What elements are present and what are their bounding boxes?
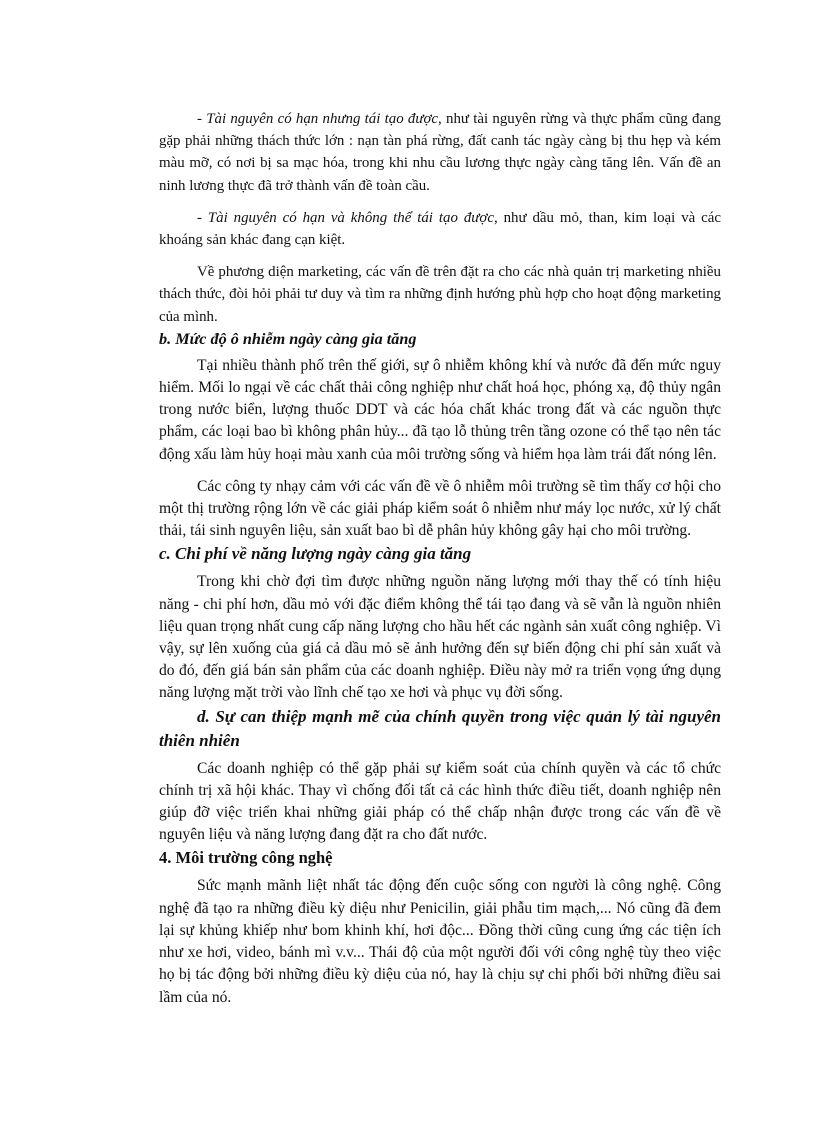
paragraph-text: , như tài nguyên rừng và thực phẩm cũng đang gặp phải những thách thức lớn : nạn tàn phá rừng, đất canh tác ngày càng bị thu hẹp và kém màu mỡ, có nơi bị sa mạc hóa, trong khi nhu cầu lương thực ngày càng tăng lên. Vấn đề an ninh lương thực đã trở thành vấn đề toàn cầu. — [159, 111, 721, 194]
document-page — [159, 108, 721, 1009]
paragraph-pollution: Tại nhiều thành phố trên thế giới, sự ô nhiễm không khí và nước đã đến mức nguy hiểm. Mối lo ngại về các chất thải công nghiệp như chất hoá học, phóng xạ, độ thủy ngân trong nước biển, lượng thuốc DDT và các hóa chất khác trong đất và các nguồn thực phẩm, các loại bao bì không phân hủy... đã tạo lỗ thủng trên tầng ozone có thể tạo nên tác động xấu làm hủy hoại màu xanh của môi trường sống và hiểm họa làm trái đất nóng lên. — [159, 356, 721, 463]
emphasis-nonrenewable: - Tài nguyên có hạn và không thể tái tạo được — [197, 209, 494, 226]
heading-government-intervention: d. Sự can thiệp mạnh mẽ của chính quyền trong việc quản lý tài nguyên thiên nhiên — [159, 706, 721, 750]
paragraph-renewable-resources — [159, 108, 721, 197]
heading-technology-environment: 4. Môi trường công nghệ — [159, 848, 333, 868]
heading-pollution: b. Mức độ ô nhiễm ngày càng gia tăng — [159, 329, 417, 348]
paragraph-energy-cost: Trong khi chờ đợi tìm được những nguồn năng lượng mới thay thế có tính hiệu năng - chi phí hơn, dầu mỏ với đặc điểm không thể tái tạo đang và sẽ vẫn là nguồn nhiên liệu quan trọng nhất cung cấp năng lượng cho hầu hết các ngành sản xuất công nghiệp. Vì vậy, sự lên xuống của giá cả dầu mỏ sẽ ảnh hưởng đến sự biến động chi phí sản xuất và do đó, đến giá bán sản phẩm của các doanh nghiệp. Điều này mở ra triển vọng ứng dụng năng lượng mặt trời vào lĩnh chế tạo xe hơi và phục vụ đời sống. — [159, 573, 721, 702]
paragraph-pollution-opportunity: Các công ty nhạy cảm với các vấn đề về ô nhiễm môi trường sẽ tìm thấy cơ hội cho một thị trường rộng lớn về các giải pháp kiểm soát ô nhiễm như máy lọc nước, xử lý chất thải, tái sinh nguyên liệu, sản xuất bao bì dễ phân hủy không gây hại cho môi trường. — [159, 477, 721, 540]
paragraph-text: , như dầu mỏ, than, kim loại và các khoáng sản khác đang cạn kiệt. — [159, 209, 722, 249]
paragraph-nonrenewable-resources — [159, 207, 721, 251]
paragraph-government-intervention: Các doanh nghiệp có thể gặp phải sự kiểm soát của chính quyền và các tổ chức chính trị xã hội khác. Thay vì chống đối tất cả các hình thức điều tiết, doanh nghiệp nên giúp đỡ việc triển khai những giải pháp có thể chấp nhận được trong các vấn đề về nguyên liệu và năng lượng đang đặt ra cho đất nước. — [159, 759, 721, 844]
paragraph-technology-environment: Sức mạnh mãnh liệt nhất tác động đến cuộc sống con người là công nghệ. Công nghệ đã tạo ra những điều kỳ diệu như Penicilin, giải phẫu tim mạch,... Nó cũng đã đem lại sự khủng khiếp như bom khinh khí, hơi độc... Đồng thời cũng cung ứng các tiện ích như xe hơi, video, bánh mì v.v... Thái độ của một người đối với công nghệ tùy theo việc họ bị tác động bởi những điều kỳ diệu của nó, hay là chịu sự chi phối bởi những điều sai lầm của nó. — [159, 877, 721, 1006]
paragraph-marketing-aspect: Về phương diện marketing, các vấn đề trên đặt ra cho các nhà quản trị marketing nhiều thách thức, đòi hỏi phải tư duy và tìm ra những định hướng phù hợp cho hoạt động marketing của mình. — [159, 264, 721, 325]
heading-energy-cost: c. Chi phí về năng lượng ngày càng gia tăng — [159, 544, 472, 564]
emphasis-renewable: - Tài nguyên có hạn nhưng tái tạo được — [197, 111, 439, 127]
